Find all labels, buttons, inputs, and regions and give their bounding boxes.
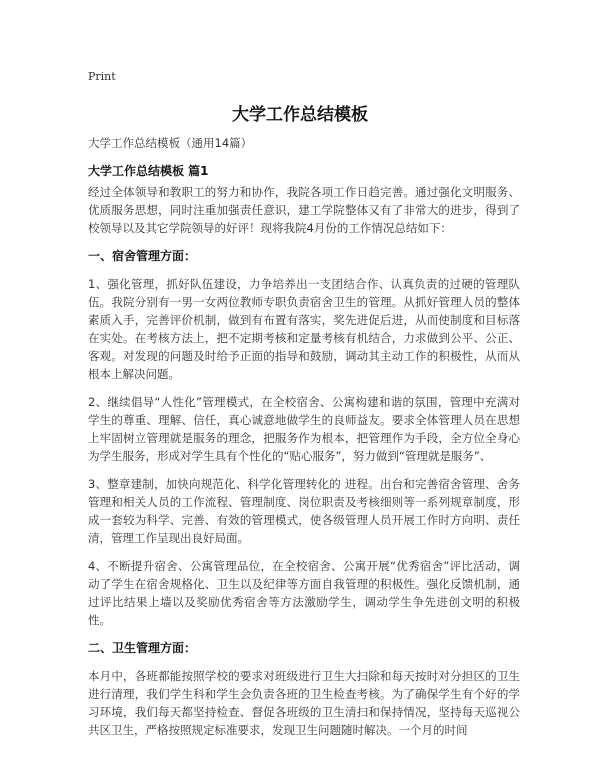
intro-paragraph: 经过全体领导和教职工的努力和协作，我院各项工作日趋完善。通过强化文明服务、优质服务思想，同时注重加强责任意识，建工学院整体又有了非常大的进步，得到了校领导以及其它学院领导的好评！现将我院4月份的工作情况总结如下： <box>88 185 520 235</box>
hygiene-paragraph-1: 本月中，各班都能按照学校的要求对班级进行卫生大扫除和每天按时对分担区的卫生进行清理，我们学生科和学生会负责各班的卫生检查考核。为了确保学生有个好的学习环境，我们每天都坚持检查、督促各班级的卫生清扫和保持情况，坚持每天巡视公共区卫生，严格按照规定标准要求，发现卫生问题随时解决。一个月的时间 <box>88 669 520 737</box>
document-subtitle: 大学工作总结模板（通用14篇） <box>88 136 253 150</box>
heading-dorm-management: 一、宿舍管理方面： <box>88 249 197 263</box>
heading-hygiene-management: 二、卫生管理方面： <box>88 641 197 655</box>
section-title: 大学工作总结模板 篇1 <box>88 164 209 178</box>
dorm-paragraph-3: 3、整章建制，加快向规范化、科学化管理转化的 进程。出台和完善宿舍管理、舍务管理和相关人员的工作流程、管理制度、岗位职责及考核细则等一系列规章制度，形成一套较为科学、完善、有效的管理模式，使各级管理人员开展工作时方向明、责任清，管理工作呈现出良好局面。 <box>88 477 520 545</box>
print-link[interactable]: Print <box>88 70 116 83</box>
page-title: 大学工作总结模板 <box>232 105 368 125</box>
dorm-paragraph-1: 1、强化管理，抓好队伍建设，力争培养出一支团结合作、认真负责的过硬的管理队伍。我院分别有一男一女两位教师专职负责宿舍卫生的管理。从抓好管理人员的整体素质入手，完善评价机制，做到有布置有落实，奖先进促后进，从而使制度和目标落在实处。在考核方法上，把不定期考核和定量考核有机结合，力求做到公平、公正、客观。对发现的问题及时给予正面的指导和鼓励，调动其主动工作的积极性，从而从根本上解决问题。 <box>88 277 520 381</box>
dorm-paragraph-2: 2、继续倡导“人性化”管理模式，在全校宿舍、公寓构建和谐的氛围，管理中充满对学生的尊重、理解、信任，真心诚意地做学生的良师益友。要求全体管理人员在思想上牢固树立管理就是服务的理念，把服务作为根本，把管理作为手段，全方位全身心为学生服务，形成对学生具有个性化的“贴心服务”，努力做到“管理就是服务”、 <box>88 395 520 463</box>
dorm-paragraph-4: 4、不断提升宿舍、公寓管理品位，在全校宿舍、公寓开展“优秀宿舍”评比活动，调动了学生在宿舍规格化、卫生以及纪律等方面自我管理的积极性。强化反馈机制，通过评比结果上墙以及奖励优秀宿舍等方法激励学生，调动学生争先进创文明的积极性。 <box>88 559 520 627</box>
document-body <box>88 183 520 749</box>
